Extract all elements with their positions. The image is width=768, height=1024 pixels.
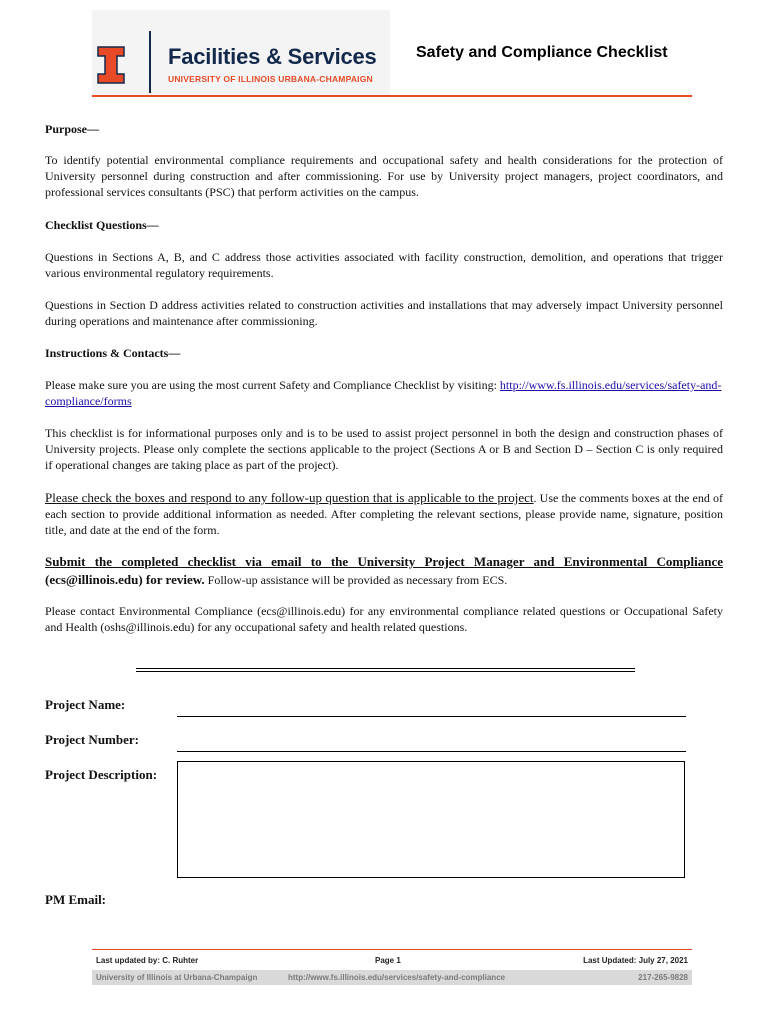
footer-updated-by: Last updated by: C. Ruhter (96, 956, 199, 965)
instructions-paragraph-2: This checklist is for informational purposes only and is to be used to assist project personnel in both the design and construction phases of University projects. Please only complete the sections applicable to the project (Sections A or B and Section D – Section C is only required if operational changes are taking place as part of the project). (45, 426, 723, 472)
pm-email-label: PM Email: (45, 892, 107, 907)
checklist-paragraph-2: Questions in Section D address activities related to construction activities and installations that may adversely impact University personnel during operations and maintenance after commissioning. (45, 298, 723, 328)
footer-page-number: Page 1 (375, 956, 401, 965)
instructions-heading: Instructions & Contacts— (45, 346, 181, 360)
instructions-p3-rest: . Use the comments boxes at the end of each section to provide additional information as needed. After completing the relevant sections, please provide name, signature, position title, and date at the end of the form. (45, 491, 723, 537)
project-number-field[interactable] (177, 751, 686, 752)
project-description-label: Project Description: (45, 767, 158, 782)
forms-link[interactable]: http://www.fs.illinois.edu/services/safety-and-compliance/forms (45, 378, 722, 408)
footer-url: http://www.fs.illinois.edu/services/safety-and-compliance (288, 973, 506, 982)
project-name-field[interactable] (177, 716, 686, 717)
contacts-paragraph: Please contact Environmental Compliance (ecs@illinois.edu) for any environmental compliance related questions or Occupational Safety and Health (oshs@illinois.edu) for any occupational safety and health related questions. (45, 604, 723, 634)
submit-email: (ecs@illinois.edu) for review. (45, 572, 205, 587)
checklist-paragraph-1: Questions in Sections A, B, and C address those activities associated with facility construction, demolition, and operations that trigger various environmental regulatory requirements. (45, 250, 723, 280)
footer-last-updated: Last Updated: July 27, 2021 (583, 956, 688, 965)
instructions-paragraph-3 (45, 490, 723, 538)
section-separator-double (136, 671, 635, 672)
submit-paragraph (45, 553, 723, 589)
section-separator (136, 668, 635, 669)
logo-divider (149, 31, 151, 93)
brand-subtitle: UNIVERSITY OF ILLINOIS URBANA-CHAMPAIGN (168, 74, 373, 84)
purpose-text: To identify potential environmental compliance requirements and occupational safety and health considerations for the protection of University personnel during construction and after commissioning. For use by University project managers, project coordinators, and professional services consultants (PSC) that perform activities on the campus. (45, 153, 723, 199)
project-description-field[interactable] (177, 761, 685, 878)
footer-phone: 217-265-9828 (638, 973, 688, 982)
document-title: Safety and Compliance Checklist (416, 44, 668, 61)
project-number-label: Project Number: (45, 732, 139, 747)
footer-rule (92, 949, 692, 950)
project-name-label: Project Name: (45, 697, 126, 712)
instructions-p3-underlined: Please check the boxes and respond to any follow-up question that is applicable to the project (45, 490, 534, 505)
brand-name: Facilities & Services (168, 44, 377, 69)
header-rule (92, 95, 692, 97)
instructions-p1-text: Please make sure you are using the most current Safety and Compliance Checklist by visiting: (45, 378, 500, 392)
instructions-paragraph-1 (45, 377, 723, 409)
submit-instruction: Submit the completed checklist via email to the University Project Manager and Environmental Compliance (45, 554, 723, 569)
footer-university: University of Illinois at Urbana-Champaign (96, 973, 258, 982)
submit-rest: Follow-up assistance will be provided as necessary from ECS. (204, 573, 508, 587)
checklist-heading: Checklist Questions— (45, 218, 159, 232)
purpose-heading: Purpose— (45, 122, 99, 136)
block-i-logo-icon (96, 45, 126, 85)
